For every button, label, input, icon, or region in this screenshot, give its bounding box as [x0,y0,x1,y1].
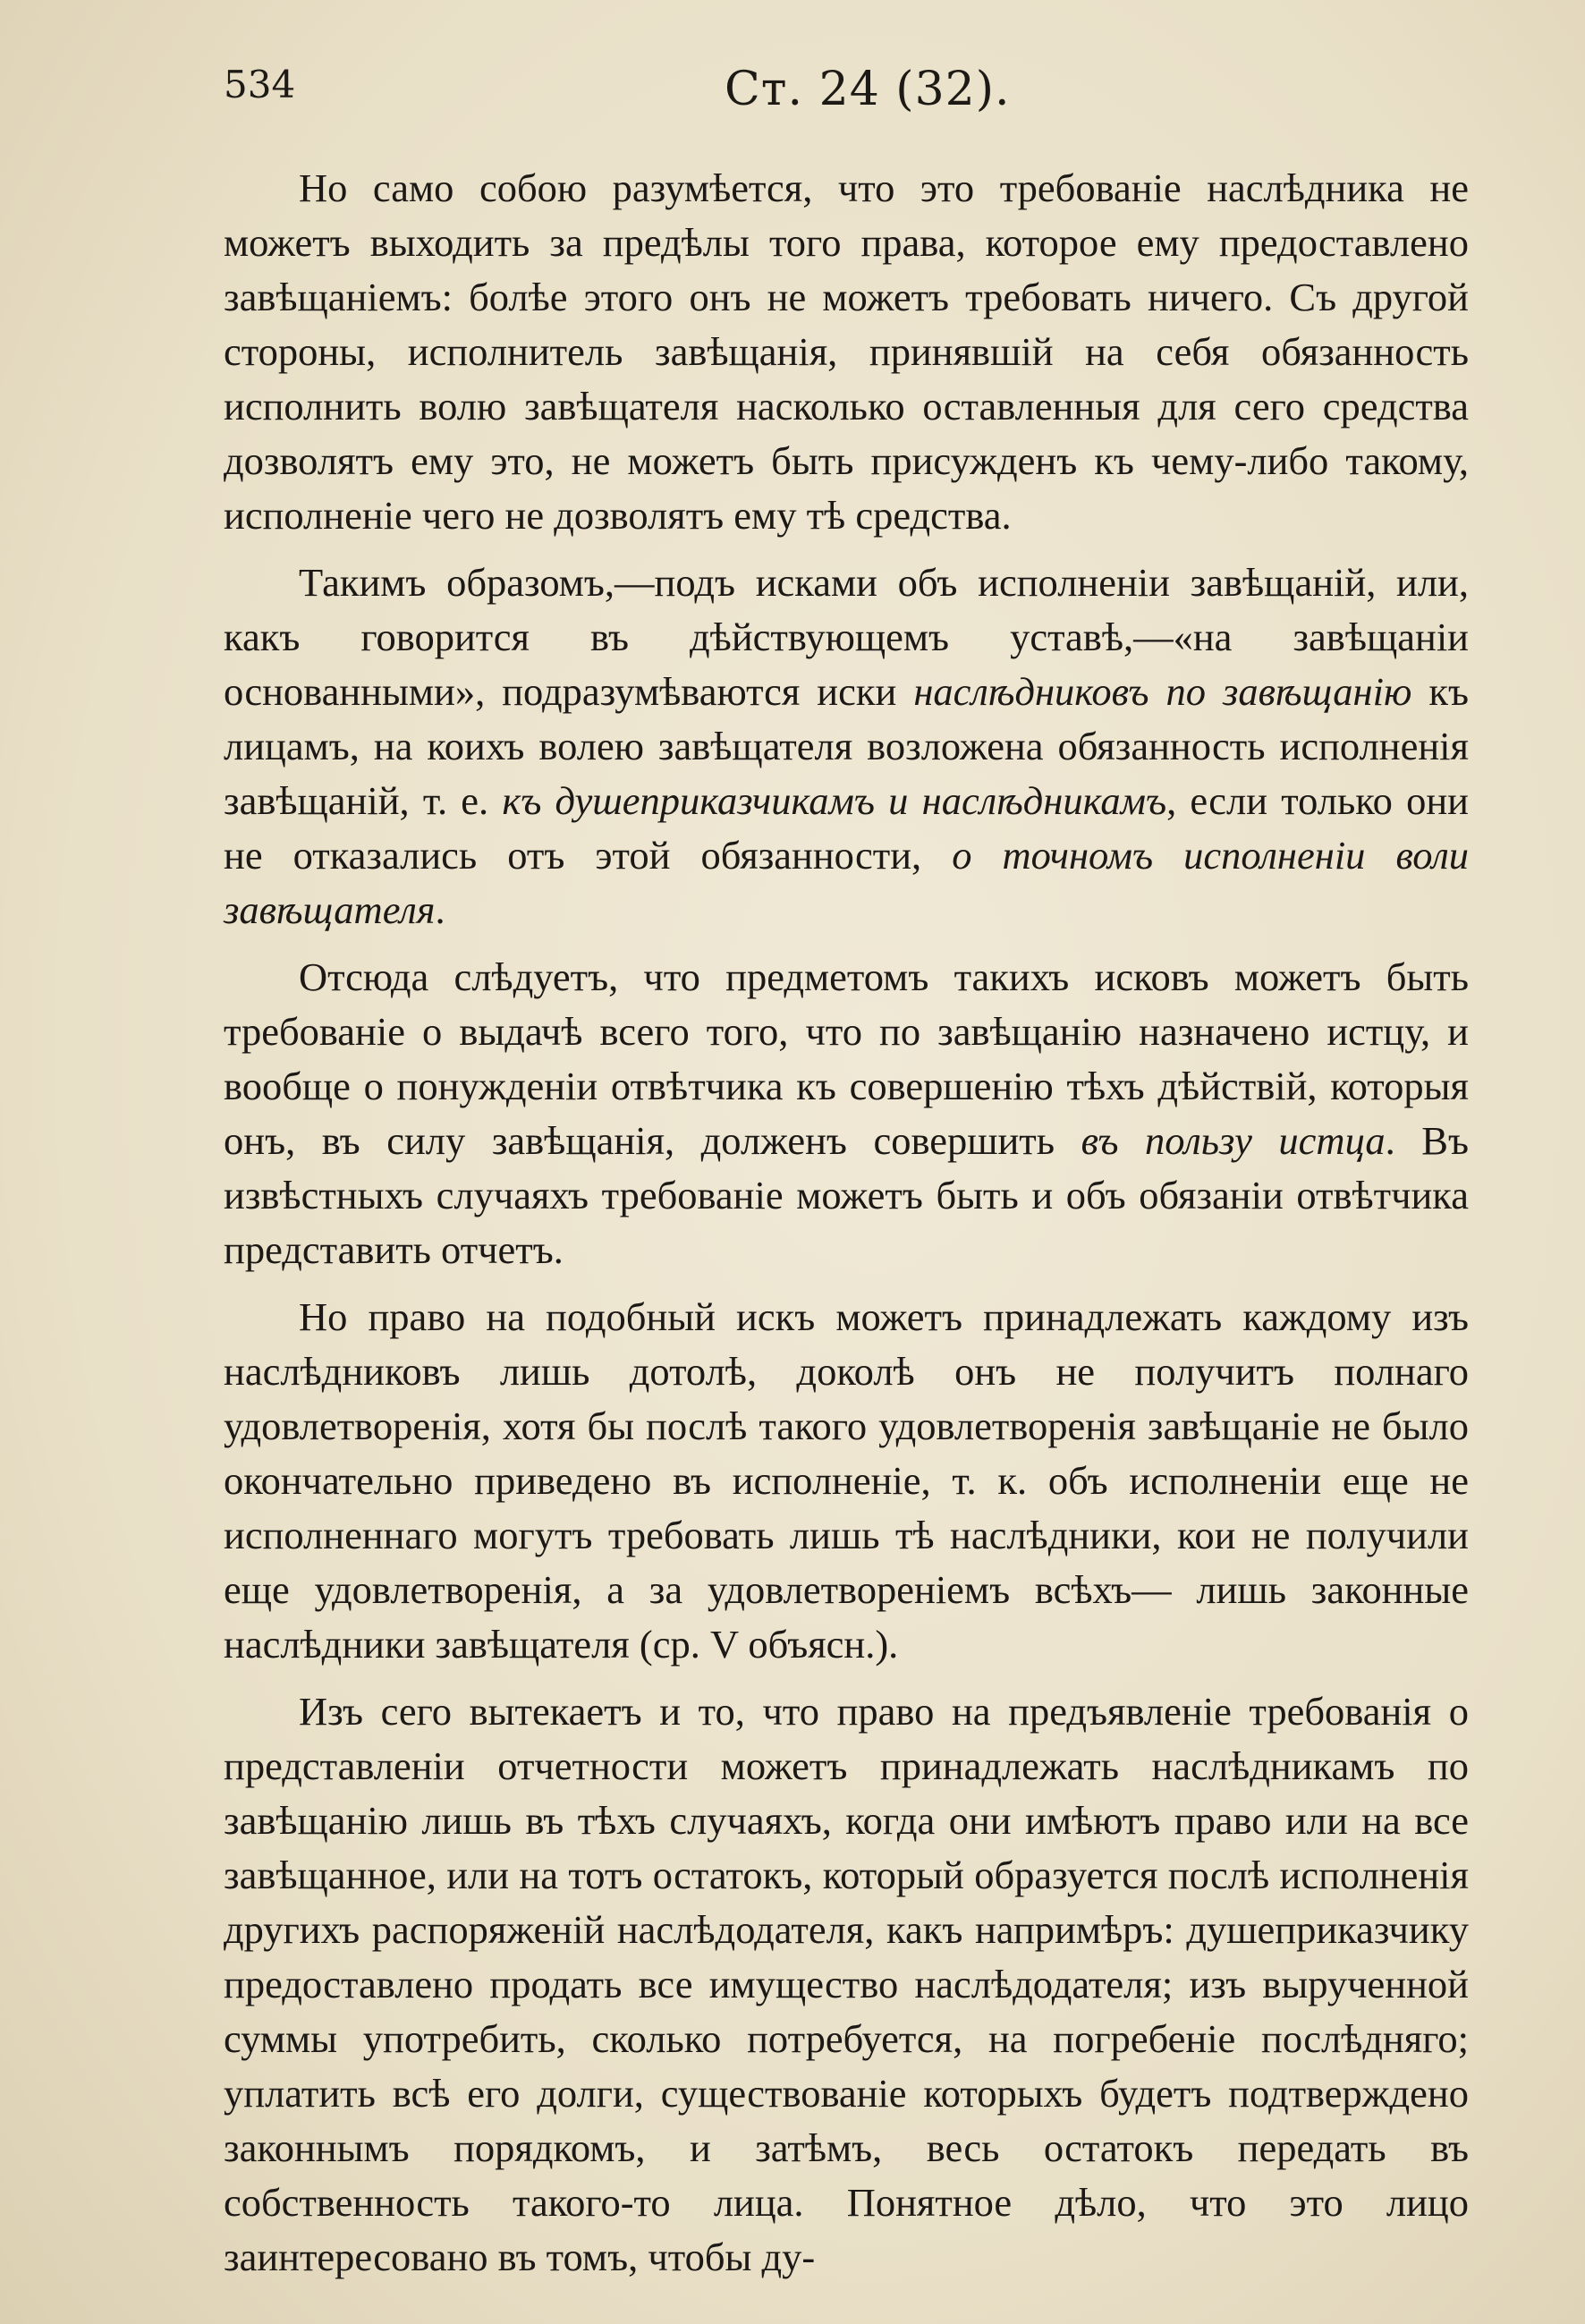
paragraph-2-text-c: , если только они не отказались отъ этой обязанности, [224,778,1469,878]
page-header [224,63,1476,143]
paragraph-3-text-b: . Въ извѣстныхъ случаяхъ требованіе можетъ быть и объ обязаніи отвѣтчика представить отчетъ. [224,1118,1469,1272]
page-number: 534 [224,63,296,106]
paragraph-2-italic-a: наслѣдниковъ по завѣщанію [913,669,1412,714]
paragraph-3-italic-a: въ пользу истца [1081,1118,1386,1163]
paragraph-2-italic-b: къ душеприказчикамъ и наслѣдникамъ [502,778,1167,823]
paragraph-1: Но само собою разумѣется, что это требованіе наслѣдника не можетъ выходить за предѣлы того права, которое ему предоставлено завѣщаніемъ: болѣе этого онъ не можетъ требовать ничего. Съ другой стороны, исполнитель завѣщанія, принявшій на себя обязанность исполнить волю завѣщателя насколько оставленныя для сего средства дозволятъ ему это, не можетъ быть присужденъ къ чему-либо такому, исполненіе чего не дозволятъ ему тѣ средства. [224,165,1469,538]
paragraph-2 [224,556,1469,937]
running-head: Ст. 24 (32). [725,63,1011,116]
paragraph-3 [224,950,1469,1277]
body-text [224,161,1469,2297]
paragraph-5: Изъ сего вытекаетъ и то, что право на предъявленіе требованія о представленіи отчетности можетъ принадлежать наслѣдникамъ по завѣщанію лишь въ тѣхъ случаяхъ, когда они имѣютъ право или на все завѣщанное, или на тотъ остатокъ, который образуется послѣ исполненія другихъ распоряженій наслѣдодателя, какъ напримѣръ: душеприказчику предоставлено продать все имущество наслѣдодателя; изъ вырученной суммы употребить, сколько потребуется, на погребеніе послѣдняго; уплатить всѣ его долги, существованіе которыхъ будетъ подтверждено законнымъ порядкомъ, и затѣмъ, весь остатокъ передать въ собственность такого-то лица. Понятное дѣло, что это лицо заинтересовано въ томъ, чтобы ду- [224,1689,1469,2279]
paragraph-2-text-b: къ лицамъ, на коихъ волею завѣщателя возложена обязанность исполненія завѣщаній, т. е. [224,669,1469,823]
paragraph-2-text-d: . [435,887,445,932]
paragraph-2-italic-c: о точномъ исполненіи воли завѣщателя [224,833,1469,932]
paragraph-3-text-a: Отсюда слѣдуетъ, что предметомъ такихъ исковъ можетъ быть требованіе о выдачѣ всего того, что по завѣщанію назначено истцу, и вообще о понужденіи отвѣтчика къ совершенію тѣхъ дѣйствій, которыя онъ, въ силу завѣщанія, долженъ совершить [224,954,1469,1163]
paragraph-4: Но право на подобный искъ можетъ принадлежать каждому изъ наслѣдниковъ лишь дотолѣ, доколѣ онъ не получитъ полнаго удовлетворенія, хотя бы послѣ такого удовлетворенія завѣщаніе не было окончательно приведено въ исполненіе, т. к. объ исполненіи еще не исполненнаго могутъ требовать лишь тѣ наслѣдники, кои не получили еще удовлетворенія, а за удовлетвореніемъ всѣхъ— лишь законные наслѣдники завѣщателя (ср. V объясн.). [224,1294,1469,1667]
paragraph-2-text-a: Такимъ образомъ,—подъ исками объ исполненіи завѣщаній, или, какъ говорится въ дѣйствующемъ уставѣ,—«на завѣщаніи основанными», подразумѣваются иски [224,560,1469,714]
